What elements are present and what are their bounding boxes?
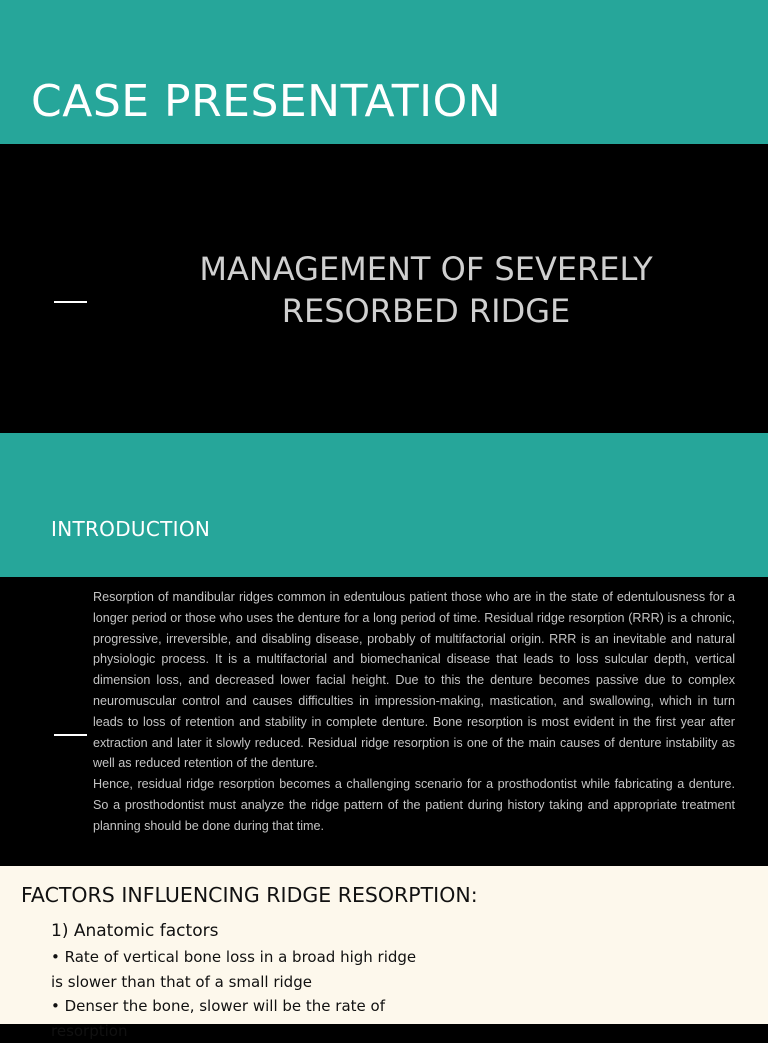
intro-heading: INTRODUCTION [51, 517, 211, 541]
introduction-slide [0, 433, 768, 866]
factors-slide [0, 866, 768, 1040]
accent-dash [54, 734, 87, 736]
accent-dash [54, 301, 87, 303]
intro-paragraph: Hence, residual ridge resorption becomes a challenging scenario for a prosthodontist while fabricating a denture. So a prosthodontist must analyze the ridge pattern of the patient during history taking and appropriate treatment planning should be done during that time. [93, 777, 735, 833]
intro-body [93, 587, 735, 837]
factors-bullet-list [51, 945, 431, 1043]
factors-subheading: 1) Anatomic factors [51, 921, 219, 941]
presentation-title: CASE PRESENTATION [31, 76, 502, 127]
intro-paragraph: Resorption of mandibular ridges common in edentulous patient those who are in the state of edentulousness for a longer period or those who uses the denture for a long period of time. Residual ridge resorption (RRR) is a chronic, progressive, irreversible, and disabling disease, probably of multifactorial origin. RRR is an inevitable and natural physiologic process. It is a multifactorial and biomechanical disease that leads to loss sulcular depth, vertical dimension loss, and decreased lower facial height. Due to this the denture becomes passive due to complex neuromuscular control and causes difficulties in impression-making, mastication, and swallowing, which in turn leads to loss of retention and stability in complete denture. Bone resorption is most evident in the first year after extraction and later it slowly reduced. Residual ridge resorption is one of the main causes of denture instability as well as reduced retention of the denture. [93, 590, 735, 771]
title-slide [0, 0, 768, 433]
factors-heading: FACTORS INFLUENCING RIDGE RESORPTION: [21, 883, 478, 907]
intro-band [0, 433, 768, 577]
bullet-item: • Rate of vertical bone loss in a broad high ridge is slower than that of a small ridge [51, 945, 431, 994]
bullet-item: • Denser the bone, slower will be the rate of resorption [51, 994, 431, 1043]
presentation-subtitle: MANAGEMENT OF SEVERELY RESORBED RIDGE [199, 250, 653, 330]
